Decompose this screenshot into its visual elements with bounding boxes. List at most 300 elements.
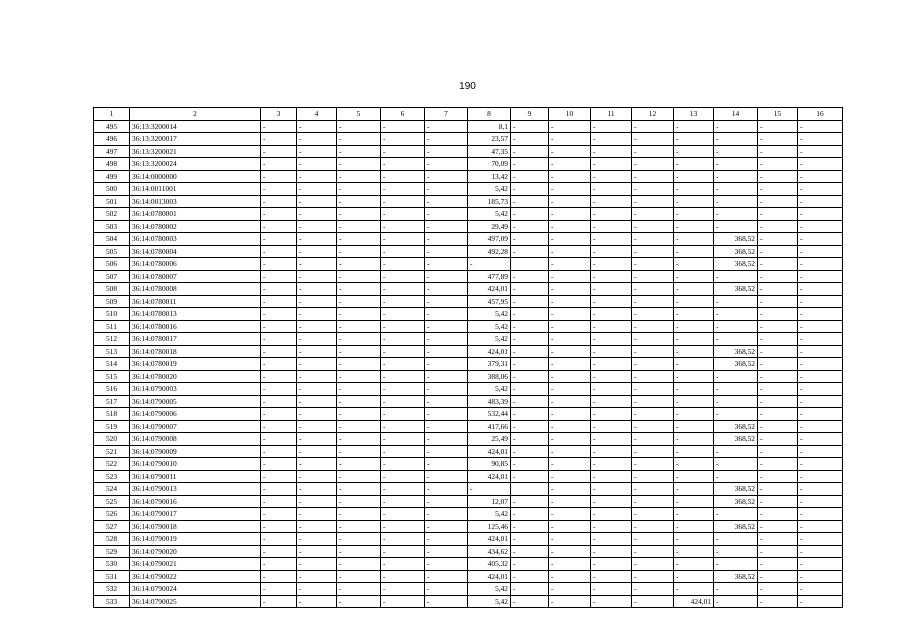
table-cell: - xyxy=(261,358,297,371)
table-cell: - xyxy=(758,295,798,308)
table-cell: - xyxy=(381,445,425,458)
table-cell: - xyxy=(549,570,591,583)
table-cell: - xyxy=(591,520,632,533)
table-cell: - xyxy=(758,270,798,283)
table-cell: - xyxy=(297,308,337,321)
table-cell: - xyxy=(549,345,591,358)
table-cell: - xyxy=(511,545,549,558)
table-cell: - xyxy=(511,295,549,308)
table-cell: - xyxy=(337,158,381,171)
table-cell: - xyxy=(337,358,381,371)
table-row xyxy=(94,133,843,146)
table-cell: - xyxy=(674,208,714,221)
table-cell: - xyxy=(714,270,758,283)
table-cell: - xyxy=(549,533,591,546)
table-cell: - xyxy=(261,420,297,433)
table-cell: - xyxy=(714,383,758,396)
table-cell: - xyxy=(337,483,381,496)
table-cell: - xyxy=(425,308,468,321)
table-cell: - xyxy=(674,445,714,458)
table-cell: - xyxy=(591,120,632,133)
table-cell: - xyxy=(714,545,758,558)
table-cell: - xyxy=(381,370,425,383)
table-cell: - xyxy=(714,408,758,421)
table-cell: 36:14:0790019 xyxy=(130,533,261,546)
table-cell: 510 xyxy=(94,308,130,321)
table-row xyxy=(94,595,843,608)
table-cell: - xyxy=(674,333,714,346)
table-cell: 379,31 xyxy=(468,358,511,371)
table-cell: - xyxy=(798,233,843,246)
table-cell: 506 xyxy=(94,258,130,271)
table-cell: - xyxy=(674,120,714,133)
table-cell: 36:14:0780011 xyxy=(130,295,261,308)
table-cell: - xyxy=(758,333,798,346)
table-cell: - xyxy=(261,295,297,308)
table-cell: 36:14:0780001 xyxy=(130,208,261,221)
table-cell: - xyxy=(758,395,798,408)
table-cell: - xyxy=(632,283,674,296)
table-cell: 36:14:0790022 xyxy=(130,570,261,583)
table-cell: - xyxy=(674,170,714,183)
column-header: 8 xyxy=(468,108,511,121)
table-cell: - xyxy=(674,370,714,383)
table-cell: - xyxy=(798,433,843,446)
column-header: 16 xyxy=(798,108,843,121)
table-cell: - xyxy=(549,520,591,533)
table-cell: - xyxy=(511,345,549,358)
table-cell: 36:14:0013003 xyxy=(130,195,261,208)
table-cell: - xyxy=(591,170,632,183)
table-cell: - xyxy=(297,270,337,283)
table-cell: 504 xyxy=(94,233,130,246)
table-cell: - xyxy=(674,283,714,296)
table-cell: - xyxy=(632,470,674,483)
table-cell: 500 xyxy=(94,183,130,196)
table-cell: 36:14:0780007 xyxy=(130,270,261,283)
table-cell: - xyxy=(425,520,468,533)
table-cell: - xyxy=(297,145,337,158)
table-cell: - xyxy=(297,345,337,358)
table-cell: - xyxy=(261,445,297,458)
table-cell: - xyxy=(511,158,549,171)
table-cell: 434,62 xyxy=(468,545,511,558)
table-cell: - xyxy=(798,370,843,383)
table-cell: - xyxy=(798,245,843,258)
table-cell: 499 xyxy=(94,170,130,183)
table-cell: - xyxy=(549,170,591,183)
table-cell: 524 xyxy=(94,483,130,496)
table-cell: - xyxy=(337,195,381,208)
table-cell: - xyxy=(297,283,337,296)
table-cell: - xyxy=(381,595,425,608)
table-cell: - xyxy=(425,358,468,371)
table-cell: - xyxy=(591,395,632,408)
table-cell: - xyxy=(297,583,337,596)
table-cell: - xyxy=(632,433,674,446)
table-cell: 368,52 xyxy=(714,233,758,246)
table-cell: - xyxy=(798,333,843,346)
table-cell: - xyxy=(632,483,674,496)
table-cell xyxy=(511,483,549,496)
column-header: 2 xyxy=(130,108,261,121)
table-cell: - xyxy=(758,558,798,571)
table-cell: - xyxy=(297,570,337,583)
table-cell: 513 xyxy=(94,345,130,358)
table-cell: - xyxy=(337,433,381,446)
table-cell: - xyxy=(714,470,758,483)
table-cell: - xyxy=(714,183,758,196)
table-cell: - xyxy=(798,595,843,608)
table-cell: - xyxy=(591,508,632,521)
table-cell: - xyxy=(714,133,758,146)
table-cell: - xyxy=(758,533,798,546)
table-cell: 36:14:0790003 xyxy=(130,383,261,396)
table-cell: - xyxy=(511,358,549,371)
table-cell: - xyxy=(261,183,297,196)
table-row xyxy=(94,483,843,496)
table-cell: - xyxy=(425,570,468,583)
table-cell: - xyxy=(425,595,468,608)
table-cell: 36:14:0780018 xyxy=(130,345,261,358)
table-cell: - xyxy=(549,233,591,246)
table-cell: - xyxy=(714,145,758,158)
table-cell: - xyxy=(381,295,425,308)
table-cell: 527 xyxy=(94,520,130,533)
table-cell: 424,01 xyxy=(468,345,511,358)
table-cell: 516 xyxy=(94,383,130,396)
table-cell: - xyxy=(591,133,632,146)
table-cell: - xyxy=(798,533,843,546)
table-cell: - xyxy=(549,583,591,596)
table-cell: 497,09 xyxy=(468,233,511,246)
table-cell: - xyxy=(798,145,843,158)
table-cell: 405,32 xyxy=(468,558,511,571)
table-cell: - xyxy=(714,158,758,171)
table-cell: - xyxy=(381,345,425,358)
table-cell: - xyxy=(261,583,297,596)
table-cell: - xyxy=(549,383,591,396)
table-cell: - xyxy=(381,320,425,333)
table-cell: - xyxy=(758,508,798,521)
table-cell: - xyxy=(798,208,843,221)
table-row xyxy=(94,495,843,508)
table-cell: - xyxy=(381,270,425,283)
table-cell: - xyxy=(758,408,798,421)
table-cell: - xyxy=(297,195,337,208)
table-cell: - xyxy=(337,320,381,333)
table-cell: 532 xyxy=(94,583,130,596)
table-cell: - xyxy=(758,258,798,271)
column-header: 1 xyxy=(94,108,130,121)
table-cell: - xyxy=(511,145,549,158)
table-cell: - xyxy=(632,233,674,246)
table-cell: 424,01 xyxy=(674,595,714,608)
table-cell: 528 xyxy=(94,533,130,546)
table-cell: 522 xyxy=(94,458,130,471)
table-cell: - xyxy=(632,320,674,333)
table-cell: - xyxy=(381,420,425,433)
column-header: 9 xyxy=(511,108,549,121)
table-cell: 5,42 xyxy=(468,583,511,596)
table-cell: - xyxy=(591,445,632,458)
table-cell: - xyxy=(261,345,297,358)
table-cell: - xyxy=(425,545,468,558)
table-cell: - xyxy=(758,320,798,333)
table-cell: - xyxy=(714,395,758,408)
table-cell: - xyxy=(511,270,549,283)
table-cell: - xyxy=(758,183,798,196)
table-cell: - xyxy=(261,483,297,496)
column-header: 14 xyxy=(714,108,758,121)
table-cell xyxy=(511,258,549,271)
table-cell: - xyxy=(714,208,758,221)
table-cell: - xyxy=(337,245,381,258)
table-cell: - xyxy=(381,583,425,596)
table-cell: - xyxy=(591,358,632,371)
table-cell: - xyxy=(297,333,337,346)
table-cell: - xyxy=(425,333,468,346)
table-cell: - xyxy=(549,295,591,308)
table-cell: 36:14:0790017 xyxy=(130,508,261,521)
table-cell: - xyxy=(381,495,425,508)
table-cell: - xyxy=(549,508,591,521)
table-cell: - xyxy=(511,558,549,571)
table-cell: - xyxy=(425,233,468,246)
table-cell: - xyxy=(714,558,758,571)
table-cell: - xyxy=(549,458,591,471)
table-cell: - xyxy=(337,170,381,183)
table-cell: - xyxy=(798,345,843,358)
table-cell: 532,44 xyxy=(468,408,511,421)
table-cell: - xyxy=(381,195,425,208)
table-cell: - xyxy=(381,183,425,196)
table-row xyxy=(94,308,843,321)
table-cell: 529 xyxy=(94,545,130,558)
table-cell: - xyxy=(798,170,843,183)
table-cell: - xyxy=(674,183,714,196)
table-cell: - xyxy=(674,345,714,358)
table-row xyxy=(94,120,843,133)
table-row xyxy=(94,170,843,183)
table-row xyxy=(94,145,843,158)
table-cell: 36:14:0780002 xyxy=(130,220,261,233)
table-cell: - xyxy=(632,258,674,271)
table-cell: 5,42 xyxy=(468,308,511,321)
table-cell: - xyxy=(591,283,632,296)
table-cell: 457,95 xyxy=(468,295,511,308)
table-cell: - xyxy=(337,408,381,421)
table-cell: - xyxy=(758,220,798,233)
table-row xyxy=(94,570,843,583)
table-cell: - xyxy=(549,433,591,446)
table-cell: 496 xyxy=(94,133,130,146)
table-cell: - xyxy=(798,158,843,171)
table-cell: - xyxy=(632,195,674,208)
table-cell: - xyxy=(591,470,632,483)
table-cell: 36:14:0790009 xyxy=(130,445,261,458)
table-cell: - xyxy=(511,508,549,521)
table-cell: 512 xyxy=(94,333,130,346)
table-cell: - xyxy=(549,320,591,333)
table-cell: - xyxy=(337,145,381,158)
table-cell: - xyxy=(381,558,425,571)
table-cell: 508 xyxy=(94,283,130,296)
column-header: 11 xyxy=(591,108,632,121)
table-cell: 36:13:3200017 xyxy=(130,133,261,146)
table-cell: - xyxy=(714,333,758,346)
table-cell: - xyxy=(632,133,674,146)
table-cell: - xyxy=(798,483,843,496)
table-cell: - xyxy=(632,508,674,521)
table-cell: - xyxy=(425,395,468,408)
table-cell: - xyxy=(511,570,549,583)
table-row xyxy=(94,245,843,258)
table-cell: - xyxy=(261,208,297,221)
table-cell: 368,52 xyxy=(714,258,758,271)
table-cell: - xyxy=(511,495,549,508)
table-cell: - xyxy=(511,533,549,546)
table-cell: - xyxy=(468,483,511,496)
table-cell: - xyxy=(425,458,468,471)
table-cell: 492,28 xyxy=(468,245,511,258)
table-cell: - xyxy=(261,333,297,346)
table-cell: - xyxy=(632,408,674,421)
table-cell: - xyxy=(297,445,337,458)
table-cell: 424,01 xyxy=(468,283,511,296)
table-cell: 424,01 xyxy=(468,470,511,483)
table-cell: - xyxy=(632,420,674,433)
table-cell: 526 xyxy=(94,508,130,521)
table-cell: - xyxy=(511,433,549,446)
table-cell: - xyxy=(549,358,591,371)
table-cell: - xyxy=(297,383,337,396)
column-header: 6 xyxy=(381,108,425,121)
table-cell: - xyxy=(511,383,549,396)
table-cell: - xyxy=(511,208,549,221)
table-cell: - xyxy=(674,470,714,483)
table-cell: - xyxy=(632,170,674,183)
column-header: 4 xyxy=(297,108,337,121)
table-cell: - xyxy=(381,308,425,321)
table-cell: - xyxy=(714,220,758,233)
table-cell: - xyxy=(261,395,297,408)
table-cell: 520 xyxy=(94,433,130,446)
table-cell: 533 xyxy=(94,595,130,608)
table-cell: - xyxy=(511,320,549,333)
table-cell: - xyxy=(261,508,297,521)
table-cell: 495 xyxy=(94,120,130,133)
column-header: 5 xyxy=(337,108,381,121)
table-cell: - xyxy=(261,495,297,508)
table-cell: - xyxy=(297,508,337,521)
column-header: 10 xyxy=(549,108,591,121)
table-cell: - xyxy=(758,570,798,583)
table-cell: 90,85 xyxy=(468,458,511,471)
table-cell: - xyxy=(758,133,798,146)
table-cell: - xyxy=(261,133,297,146)
table-cell: - xyxy=(511,395,549,408)
table-cell: 36:14:0011001 xyxy=(130,183,261,196)
table-row xyxy=(94,208,843,221)
table-cell: - xyxy=(549,470,591,483)
table-cell: 36:14:0780020 xyxy=(130,370,261,383)
table-cell: - xyxy=(674,258,714,271)
table-cell: - xyxy=(758,358,798,371)
table-cell: 368,52 xyxy=(714,433,758,446)
table-cell: - xyxy=(798,458,843,471)
table-cell: 36:14:0790005 xyxy=(130,395,261,408)
table-cell: - xyxy=(632,120,674,133)
table-cell: - xyxy=(798,558,843,571)
table-cell: - xyxy=(297,495,337,508)
table-row xyxy=(94,283,843,296)
table-cell: - xyxy=(425,295,468,308)
table-cell: - xyxy=(714,195,758,208)
table-row xyxy=(94,333,843,346)
table-cell: 36:13:3200014 xyxy=(130,120,261,133)
column-header: 15 xyxy=(758,108,798,121)
table-cell: - xyxy=(297,258,337,271)
table-cell: - xyxy=(674,158,714,171)
table-cell: 36:14:0790018 xyxy=(130,520,261,533)
table-cell: - xyxy=(337,333,381,346)
table-row xyxy=(94,433,843,446)
table-cell: - xyxy=(337,258,381,271)
table-row xyxy=(94,270,843,283)
table-cell: 36:14:0790010 xyxy=(130,458,261,471)
table-cell: - xyxy=(549,495,591,508)
table-row xyxy=(94,520,843,533)
table-cell: 36:14:0790016 xyxy=(130,495,261,508)
table-cell: - xyxy=(549,145,591,158)
table-cell: - xyxy=(632,345,674,358)
table-cell: 368,52 xyxy=(714,358,758,371)
table-cell: - xyxy=(549,258,591,271)
table-cell: - xyxy=(261,145,297,158)
table-cell: - xyxy=(511,520,549,533)
table-cell: - xyxy=(591,345,632,358)
table-cell: - xyxy=(337,558,381,571)
table-cell: - xyxy=(798,320,843,333)
table-cell: 125,46 xyxy=(468,520,511,533)
table-cell: - xyxy=(261,320,297,333)
table-cell: - xyxy=(798,120,843,133)
table-cell: - xyxy=(297,420,337,433)
table-cell: - xyxy=(549,333,591,346)
table-cell: - xyxy=(674,458,714,471)
table-cell: 483,39 xyxy=(468,395,511,408)
table-cell: - xyxy=(632,333,674,346)
table-cell: - xyxy=(337,395,381,408)
table-cell: - xyxy=(632,295,674,308)
table-cell: - xyxy=(511,408,549,421)
table-cell: 36:14:0790011 xyxy=(130,470,261,483)
table-cell: 36:14:0790020 xyxy=(130,545,261,558)
table-cell: - xyxy=(381,208,425,221)
table-cell: - xyxy=(381,233,425,246)
table-cell: - xyxy=(758,520,798,533)
table-cell: - xyxy=(798,445,843,458)
table-cell: - xyxy=(297,483,337,496)
table-row xyxy=(94,508,843,521)
table-cell: 509 xyxy=(94,295,130,308)
table-cell: - xyxy=(511,445,549,458)
table-cell: 70,09 xyxy=(468,158,511,171)
table-row xyxy=(94,295,843,308)
table-cell: 36:14:0790025 xyxy=(130,595,261,608)
table-cell: 36:14:0780013 xyxy=(130,308,261,321)
